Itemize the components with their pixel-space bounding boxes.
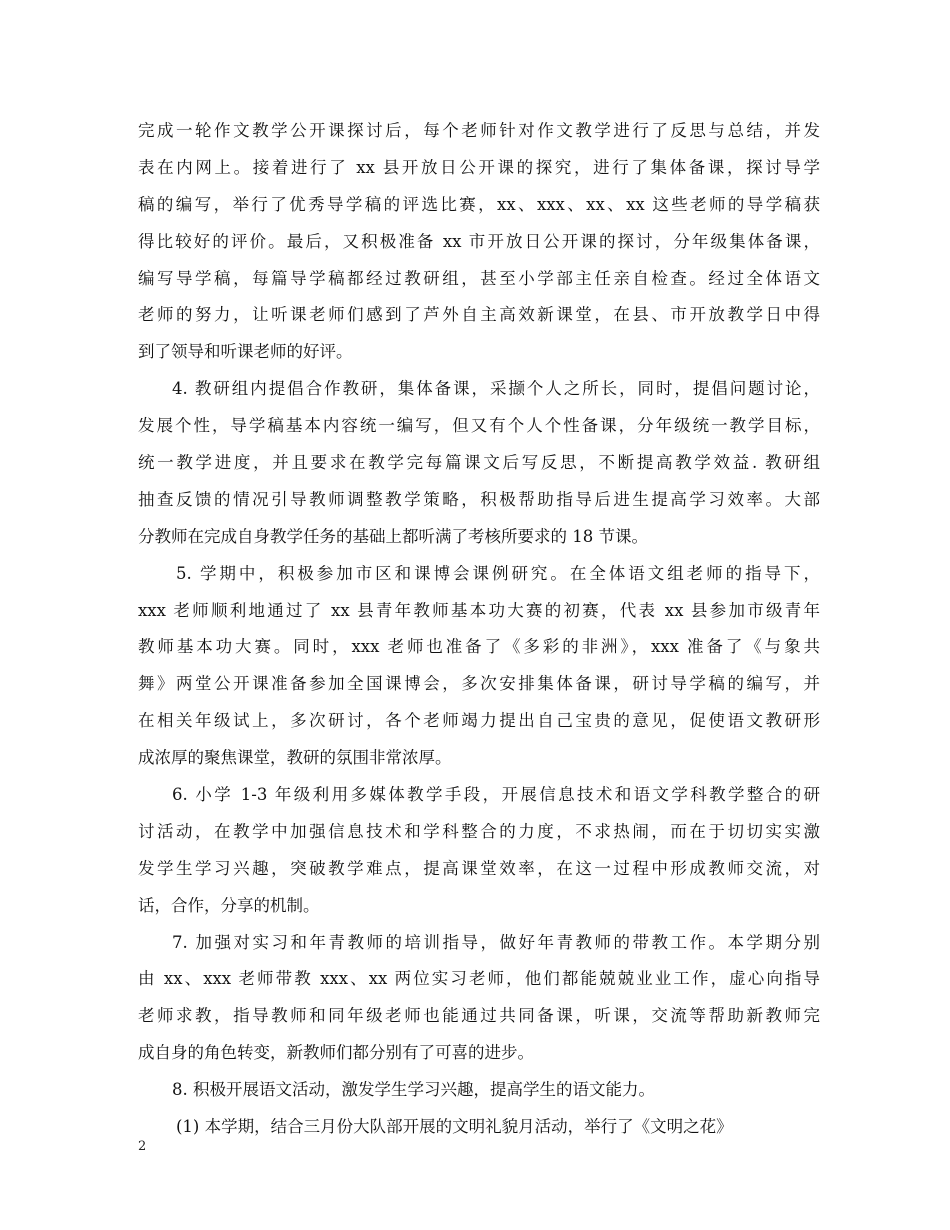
- text-line: 表在内网上。接着进行了 xx 县开放日公开课的探究，进行了集体备课，探讨导学: [138, 157, 820, 177]
- text-line: 稿的编写，举行了优秀导学稿的评选比赛，xx、xxx、xx、xx 这些老师的导学稿获: [138, 194, 820, 214]
- text-line: 由 xx、xxx 老师带教 xxx、xx 两位实习老师，他们都能兢兢业业工作，虚心向指导: [138, 969, 820, 989]
- text-line: 讨活动，在教学中加强信息技术和学科整合的力度，不求热闹，而在于切切实实激: [138, 821, 820, 841]
- text-line: 发展个性，导学稿基本内容统一编写，但又有个人个性备课，分年级统一教学目标，: [138, 416, 820, 436]
- paragraph-item-8: [138, 1072, 820, 1109]
- paragraph-subitem-1: [138, 1109, 820, 1146]
- text-line: 在相关年级试上，多次研讨，各个老师竭力提出自己宝贵的意见，促使语文教研形: [138, 711, 820, 731]
- text-line: 5. 学期中，积极参加市区和课博会课例研究。在全体语文组老师的指导下，: [176, 563, 820, 583]
- document-body: [138, 113, 820, 1146]
- text-line: 得比较好的评价。最后，又积极准备 xx 市开放日公开课的探讨，分年级集体备课，: [138, 231, 820, 251]
- text-line: xxx 老师顺利地通过了 xx 县青年教师基本功大赛的初赛，代表 xx 县参加市级青年: [138, 600, 820, 620]
- page-number: 2: [138, 1139, 147, 1154]
- text-line: 完成一轮作文教学公开课探讨后，每个老师针对作文教学进行了反思与总结，并发: [138, 121, 820, 140]
- text-line: 到了领导和听课老师的好评。: [138, 342, 353, 362]
- text-line: (1) 本学期，结合三月份大队部开展的文明礼貌月活动，举行了《文明之花》: [176, 1117, 733, 1137]
- text-line: 6. 小学 1-3 年级利用多媒体教学手段，开展信息技术和语文学科教学整合的研: [172, 785, 820, 805]
- paragraph-item-7: [138, 925, 820, 1073]
- text-line: 4. 教研组内提倡合作教研，集体备课，采撷个人之所长，同时，提倡问题讨论，: [172, 379, 820, 399]
- text-line: 老师求教，指导教师和同年级老师也能通过共同备课，听课，交流等帮助新教师完: [138, 1006, 820, 1026]
- text-line: 分教师在完成自身教学任务的基础上都听满了考核所要求的 18 节课。: [138, 526, 648, 546]
- text-line: 舞》两堂公开课准备参加全国课博会，多次安排集体备课，研讨导学稿的编写，并: [138, 674, 820, 694]
- text-line: 统一教学进度，并且要求在教学完每篇课文后写反思，不断提高教学效益. 教研组: [138, 453, 820, 473]
- text-line: 抽查反馈的情况引导教师调整教学策略，积极帮助指导后进生提高学习效率。大部: [138, 489, 820, 509]
- paragraph-item-6: [138, 777, 820, 925]
- text-line: 8. 积极开展语文活动，激发学生学习兴趣，提高学生的语文能力。: [172, 1080, 655, 1100]
- paragraph-item-5: [138, 556, 820, 777]
- text-line: 7. 加强对实习和年青教师的培训指导，做好年青教师的带教工作。本学期分别: [172, 932, 820, 952]
- text-line: 发学生学习兴趣，突破教学难点，提高课堂效率，在这一过程中形成教师交流，对: [138, 858, 820, 878]
- text-line: 成浓厚的聚焦课堂，教研的氛围非常浓厚。: [138, 748, 452, 768]
- text-line: 老师的努力，让听课老师们感到了芦外自主高效新课堂，在县、市开放教学日中得: [138, 305, 820, 325]
- paragraph-continuation: [138, 113, 820, 371]
- text-line: 成自身的角色转变，新教师们都分别有了可喜的进步。: [138, 1043, 534, 1063]
- paragraph-item-4: [138, 371, 820, 555]
- text-line: 话，合作，分享的机制。: [138, 895, 320, 915]
- text-line: 编写导学稿，每篇导学稿都经过教研组，甚至小学部主任亲自检查。经过全体语文: [138, 268, 820, 288]
- text-line: 教师基本功大赛。同时，xxx 老师也准备了《多彩的非洲》，xxx 准备了《与象共: [138, 637, 820, 657]
